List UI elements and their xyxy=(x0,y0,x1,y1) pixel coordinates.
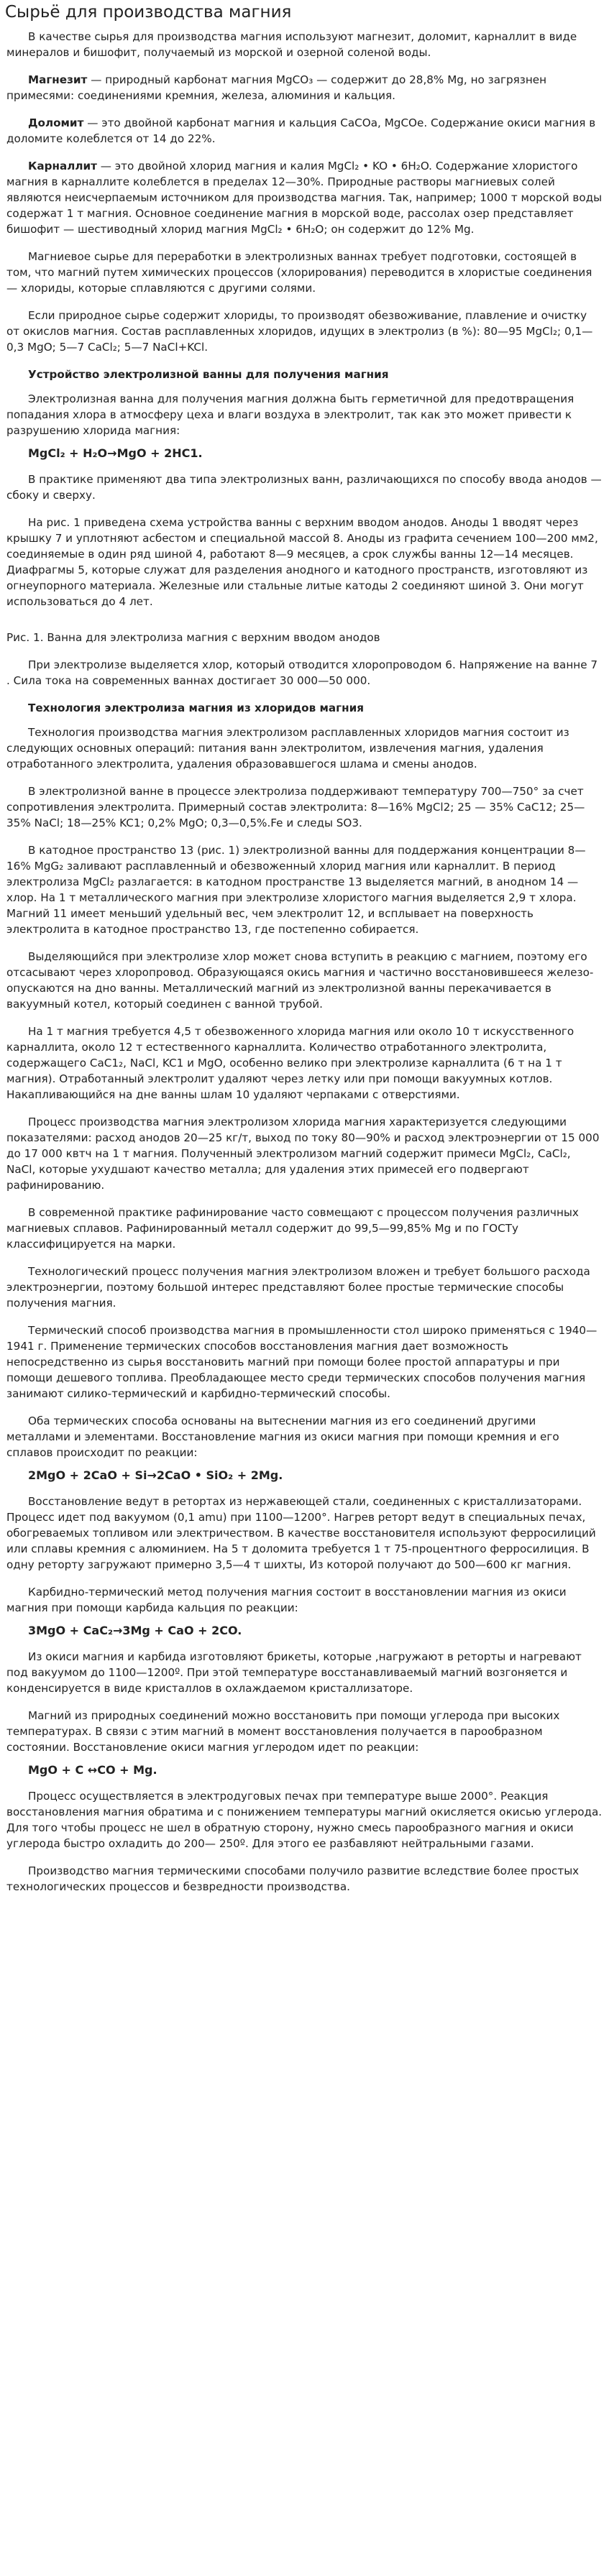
block-text: Карбидно-термический метод получения магния состоит в восстановлении магния из окиси магния при помощи карбида кальция по реакции: xyxy=(6,1586,567,1614)
block-text: 3MgO + CaC₂→3Mg + CaO + 2CO. xyxy=(28,1624,242,1637)
block-text: Восстановление ведут в ретортах из нержавеющей стали, соединенных с кристаллизаторами. Процесс идет под вакуумом (0,1 amu) при 1100—1200°. Нагрев реторт ведут в специальных печах, обогреваемых топливом или электричеством. В качестве восстановителя используют ферросилиций или сплавы кремния с алюминием. На 5 т доломита требуется 1 т 75-процентного ферросилиция. В одну реторту загружают примерно 3,5—4 т шихты, Из которой получают до 500—600 кг магния. xyxy=(6,1495,596,1571)
block-text: Устройство электролизной ванны для получения магния xyxy=(28,368,389,381)
block-text: В катодное пространство 13 (рис. 1) электролизной ванны для поддержания концентрации 8—16% MgG₂ заливают расплавленный и обезвоженный хлорид магния или карналлит. В период электролиза MgCl₂ разлагается: в катодном пространстве 13 выделяется магний, в анодном 14 — хлор. На 1 т металлического магния при электролизе хлористого магния выделяется 2,9 т хлора. Магний 11 имеет меньший удельный вес, чем электролит 12, и всплывает на поверхность электролита в катодное пространство 13, где постепенно собирается. xyxy=(6,844,586,936)
paragraph xyxy=(6,1114,603,1193)
block-text: Процесс осуществляется в электродуговых печах при температуре выше 2000°. Реакция восстановления магния обратима и с понижением температуры магний окисляется окисью углерода. Для того чтобы процесс не шел в обратную сторону, нужно смесь парообразного магния и окиси углерода быстро охладить до 200— 250º. Для этого ее разбавляют нейтральными газами. xyxy=(6,1790,603,1850)
section-heading xyxy=(6,700,603,716)
block-text: На рис. 1 приведена схема устройства ванны с верхним вводом анодов. Аноды 1 вводят через крышку 7 и уплотняют асбестом и специальной массой 8. Аноды из графита сечением 100—200 мм2, соединяемые в один ряд шиной 4, работают 8—9 месяцев, а срок службы ванны 12—14 месяцев. Диафрагмы 5, которые служат для разделения анодного и катодного пространств, изготовляют из огнеупорного материала. Железные или стальные литые катоды 2 соединяют шиной 3. Они могут использоваться до 4 лет. xyxy=(6,516,598,608)
paragraph xyxy=(6,158,603,237)
paragraph xyxy=(6,1205,603,1252)
paragraph xyxy=(6,72,603,104)
block-text: — это двойной хлорид магния и калия MgCl₂ • KO • 6H₂O. Содержание хлористого магния в карналлите колеблется в пределах 12—30%. Природные растворы магниевых солей являются неисчерпаемым источником для производства магния. Так, например; 1000 т морской воды содержат 1 т магния. Основное соединение магния в морской воде, рассолах озер представляет бишофит — шестиводный хлорид магния MgCl₂ • 6H₂O; он содержит до 12% Mg. xyxy=(6,160,603,236)
block-text: Если природное сырье содержит хлориды, то производят обезвоживание, плавление и очистку от окислов магния. Состав расплавленных хлоридов, идущих в электролиз (в %): 80—95 MgCl₂; 0,1—0,3 MgO; 5—7 CaCl₂; 5—7 NaCl+KCl. xyxy=(6,309,593,354)
block-text: Рис. 1. Ванна для электролиза магния с верхним вводом анодов xyxy=(6,631,380,644)
block-text: В качестве сырья для производства магния используют магнезит, доломит, карналлит в виде минералов и бишофит, получаемый из морской и озерной соленой воды. xyxy=(6,30,577,59)
block-text: Выделяющийся при электролизе хлор может снова вступить в реакцию с магнием, поэтому его отсасывают через хлоропровод. Образующаяся окись магния и частично восстановившееся железо- опускаются на дно ванны. Металлический магний из электролизной ванны перекачивается в вакуумный котел, который соединен с ванной трубой. xyxy=(6,950,594,1011)
page-title: Сырьё для производства магния xyxy=(5,3,292,22)
paragraph xyxy=(6,1788,603,1852)
block-text: Производство магния термическими способами получило развитие вследствие более простых технологических процессов и безвредности производства. xyxy=(6,1864,580,1893)
paragraph xyxy=(6,29,603,60)
block-text: — это двойной карбонат магния и кальция CaCOа, MgCOе. Содержание окиси магния в доломите колеблется от 14 до 22%. xyxy=(6,116,596,145)
paragraph xyxy=(6,472,603,503)
article-body xyxy=(6,29,603,1895)
chemical-formula xyxy=(6,1623,603,1639)
paragraph xyxy=(6,308,603,355)
block-text: Технологический процесс получения магния электролизом вложен и требует большого расхода электроэнергии, поэтому большой интерес представляют более простые термические способы получения магния. xyxy=(6,1265,590,1310)
block-text: MgO + C ↔CO + Mg. xyxy=(28,1763,157,1777)
block-text: MgCl₂ + H₂O→MgO + 2HC1. xyxy=(28,446,203,460)
paragraph xyxy=(6,657,603,689)
paragraph xyxy=(6,1584,603,1616)
term-lead: Карналлит xyxy=(28,160,97,172)
paragraph xyxy=(6,1264,603,1311)
block-text: На 1 т магния требуется 4,5 т обезвоженного хлорида магния или около 10 т искусственного карналлита, около 12 т естественного карналлита. Количество отработанного электролита, содержащего CaC1₂, NaCl, KC1 и MgO, особенно велико при электролизе карналлита (6 т на 1 т магния). Отработанный электролит удаляют через летку или при помощи вакуумных котлов. Накапливающийся на дне ванны шлам 10 удаляют черпаками с отверстиями. xyxy=(6,1025,574,1101)
block-text: Магниевое сырье для переработки в электролизных ваннах требует подготовки, состоящей в том, что магний путем химических процессов (хлорирования) переводится в хлористые соединения — хлориды, которые сплавляются с другими солями. xyxy=(6,250,592,295)
figure-caption xyxy=(6,630,603,645)
block-text: При электролизе выделяется хлор, который отводится хлоропроводом 6. Напряжение на ванне 7 . Сила тока на современных ваннах достигает 30 000—50 000. xyxy=(6,658,598,687)
block-text: Оба термических способа основаны на вытеснении магния из его соединений другими металлами и элементами. Восстановление магния из окиси магния при помощи кремния и его сплавов происходит по реакции: xyxy=(6,1414,559,1459)
term-lead: Магнезит xyxy=(28,73,88,86)
paragraph xyxy=(6,1024,603,1103)
block-text: Процесс производства магния электролизом хлорида магния характеризуется следующими показателями: расход анодов 20—25 кг/т, выход по току 80—90% и расход электроэнергии от 15 000 до 17 000 квтч на 1 т магния. Полученный электролизом магний содержит примеси MgCl₂, CaCl₂, NaCl, которые ухудшают качество металла; для удаления этих примесей его подвергают рафинированию. xyxy=(6,1116,600,1192)
term-lead: Доломит xyxy=(28,116,84,129)
block-text: Технология производства магния электролизом расплавленных хлоридов магния состоит из следующих основных операций: питания ванн электролитом, извлечения магния, удаления отработанного электролита, удаления образовавшегося шлама и смены анодов. xyxy=(6,726,569,770)
block-text: В практике применяют два типа электролизных ванн, различающихся по способу ввода анодов — сбоку и сверху. xyxy=(6,473,602,502)
paragraph xyxy=(6,515,603,610)
chemical-formula xyxy=(6,446,603,461)
paragraph xyxy=(6,783,603,831)
chemical-formula xyxy=(6,1762,603,1778)
paragraph xyxy=(6,724,603,772)
paragraph xyxy=(6,115,603,147)
paragraph xyxy=(6,249,603,296)
block-text: 2MgO + 2CaO + Si→2CaO • SiO₂ + 2Mg. xyxy=(28,1468,283,1482)
block-text: Из окиси магния и карбида изготовляют брикеты, которые ,нагружают в реторты и нагревают под вакуумом до 1100—1200º. При этой температуре восстанавливаемый магний возгоняется и конденсируется в виде кристаллов в охлаждаемом кристаллизаторе. xyxy=(6,1650,582,1695)
paragraph xyxy=(6,949,603,1012)
paragraph xyxy=(6,1322,603,1402)
block-text: Термический способ производства магния в промышленности стол широко применяться с 1940—1941 г. Применение термических способов восстановления магния дает возможность непосредственно из сырья восстановить магний при помощи более простой аппаратуры и при помощи дешевого топлива. Преобладающее место среди термических способов получения магния занимают силико-термический и карбидно-термический способы. xyxy=(6,1324,597,1400)
paragraph xyxy=(6,391,603,438)
section-heading xyxy=(6,367,603,382)
paragraph xyxy=(6,1413,603,1460)
paragraph xyxy=(6,1863,603,1895)
block-text: В электролизной ванне в процессе электролиза поддерживают температуру 700—750° за счет сопротивления электролита. Примерный состав электролита: 8—16% MgCl2; 25 — 35% CaC12; 25—35% NaCl; 18—25% KC1; 0,2% MgO; 0,3—0,5%.Fe и следы SO3. xyxy=(6,785,585,829)
block-text: — природный карбонат магния MgCO₃ — содержит до 28,8% Mg, но загрязнен примесями: соединениями кремния, железа, алюминия и кальция. xyxy=(6,73,547,102)
paragraph xyxy=(6,1708,603,1755)
chemical-formula xyxy=(6,1468,603,1484)
block-text: В современной практике рафинирование часто совмещают с процессом получения различных магниевых сплавов. Рафинированный металл содержит до 99,5—99,85% Mg и по ГОСТу классифицируется на марки. xyxy=(6,1206,579,1251)
paragraph xyxy=(6,1649,603,1696)
paragraph xyxy=(6,1494,603,1573)
block-text: Электролизная ванна для получения магния должна быть герметичной для предотвращения попадания хлора в атмосферу цеха и влаги воздуха в электролит, так как это может привести к разрушению хлорида магния: xyxy=(6,392,574,437)
block-text: Технология электролиза магния из хлоридов магния xyxy=(28,702,365,714)
paragraph xyxy=(6,842,603,937)
block-text: Магний из природных соединений можно восстановить при помощи углерода при высоких температурах. В связи с этим магний в момент восстановления получается в парообразном состоянии. Восстановление окиси магния углеродом идет по реакции: xyxy=(6,1709,560,1754)
